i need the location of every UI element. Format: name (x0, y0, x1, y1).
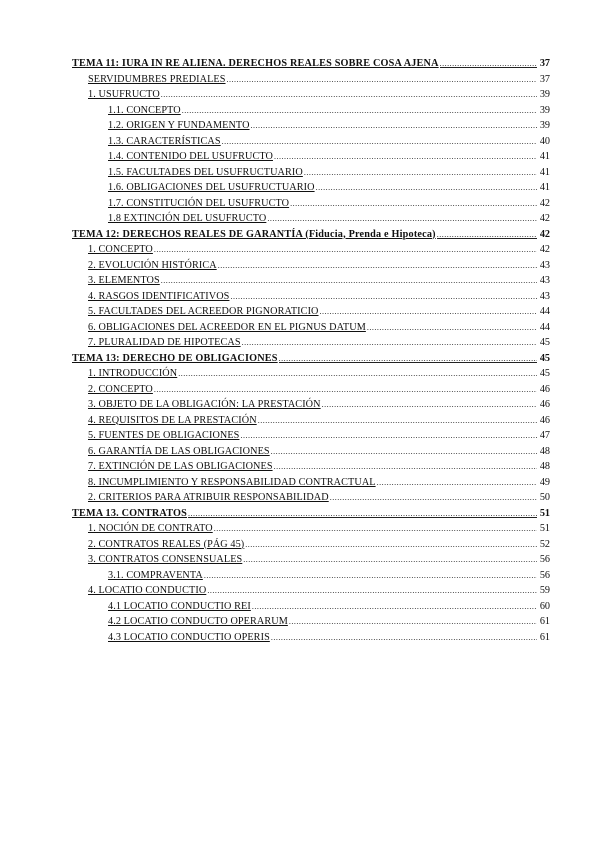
toc-page-number: 46 (539, 399, 550, 410)
toc-page-number: 59 (539, 585, 550, 596)
toc-chapter-heading[interactable] (72, 227, 550, 243)
toc-dot-leader (252, 599, 537, 615)
toc-entry-label[interactable]: 6. GARANTÍA DE LAS OBLIGACIONES (88, 445, 270, 457)
toc-page-number: 48 (539, 461, 550, 472)
toc-entry[interactable] (72, 320, 550, 336)
toc-entry-label[interactable]: 1.6. OBLIGACIONES DEL USUFRUCTUARIO (108, 182, 315, 193)
toc-dot-leader (243, 552, 537, 568)
toc-entry-label[interactable]: 1.5. FACULTADES DEL USUFRUCTUARIO (108, 166, 303, 178)
toc-entry[interactable] (72, 537, 550, 553)
toc-entry[interactable] (72, 366, 550, 382)
toc-page-number: 45 (539, 368, 550, 379)
toc-entry-label[interactable]: 7. PLURALIDAD DE HIPOTECAS (88, 337, 241, 348)
toc-chapter-heading[interactable] (72, 506, 550, 522)
toc-dot-leader (154, 382, 537, 398)
toc-dot-leader (240, 428, 537, 444)
toc-dot-leader (222, 134, 537, 150)
toc-entry[interactable] (72, 614, 550, 630)
toc-page-number: 41 (539, 182, 550, 193)
toc-entry-label[interactable]: 4. REQUISITOS DE LA PRESTACIÓN (88, 414, 257, 426)
toc-dot-leader (289, 614, 537, 630)
toc-entry-label[interactable]: 4. LOCATIO CONDUCTIO (88, 585, 207, 596)
toc-entry-label[interactable]: 3. ELEMENTOS (88, 275, 160, 286)
toc-entry[interactable] (72, 599, 550, 615)
toc-dot-leader (437, 227, 537, 243)
toc-entry-label[interactable]: 1. CONCEPTO (88, 244, 153, 255)
toc-page-number: 51 (539, 507, 550, 519)
toc-page-number: 39 (539, 120, 550, 131)
toc-entry[interactable] (72, 165, 550, 181)
toc-dot-leader (274, 149, 537, 165)
toc-entry-label[interactable]: 1. INTRODUCCIÓN (88, 368, 178, 379)
toc-dot-leader (230, 289, 537, 305)
toc-entry-label[interactable]: 3. CONTRATOS CONSENSUALES (88, 554, 243, 565)
toc-entry-label[interactable]: 8. INCUMPLIMIENTO Y RESPONSABILIDAD CONTRACTUAL (88, 476, 376, 488)
toc-page-number: 61 (539, 616, 550, 627)
toc-page-number: 61 (539, 631, 550, 643)
toc-entry-label[interactable]: 5. FUENTES DE OBLIGACIONES (88, 430, 240, 441)
toc-entry-label[interactable]: 1. USUFRUCTO (88, 89, 160, 100)
toc-dot-leader (271, 444, 537, 460)
toc-entry[interactable] (72, 382, 550, 398)
toc-entry[interactable] (72, 289, 550, 305)
toc-dot-leader (440, 56, 537, 72)
toc-dot-leader (161, 273, 537, 289)
toc-entry-label[interactable]: 1.7. CONSTITUCIÓN DEL USUFRUCTO (108, 197, 290, 209)
toc-page-number: 52 (539, 538, 550, 550)
toc-entry-label[interactable]: 3.1. COMPRAVENTA (108, 569, 203, 581)
toc-page-number: 46 (539, 414, 550, 426)
toc-dot-leader (304, 165, 537, 181)
toc-entry-label[interactable]: TEMA 11: IURA IN RE ALIENA. DERECHOS REALES SOBRE COSA AJENA (72, 58, 439, 69)
toc-dot-leader (227, 72, 537, 88)
toc-page-number: 37 (539, 58, 550, 69)
toc-entry-label[interactable]: 4.3 LOCATIO CONDUCTIO OPERIS (108, 631, 270, 643)
toc-entry-label[interactable]: 7. EXTINCIÓN DE LAS OBLIGACIONES (88, 461, 273, 472)
toc-dot-leader (161, 87, 537, 103)
toc-page-number: 42 (539, 213, 550, 224)
toc-dot-leader (316, 180, 537, 196)
toc-page-number: 44 (539, 306, 550, 317)
toc-dot-leader (279, 351, 537, 367)
toc-entry-label[interactable]: 1.1. CONCEPTO (108, 104, 181, 116)
toc-page-number: 60 (539, 600, 550, 612)
toc-dot-leader (245, 537, 537, 553)
toc-dot-leader (377, 475, 537, 491)
toc-page-number: 43 (539, 259, 550, 271)
toc-entry-label[interactable]: TEMA 12: DERECHOS REALES DE GARANTÍA (Fiducia, Prenda e Hipoteca) (72, 228, 436, 240)
toc-entry-label[interactable]: SERVIDUMBRES PREDIALES (88, 73, 226, 85)
toc-dot-leader (267, 211, 537, 227)
toc-page-number: 41 (539, 151, 550, 162)
toc-entry-label[interactable]: 1.4. CONTENIDO DEL USUFRUCTO (108, 151, 273, 162)
toc-entry[interactable] (72, 413, 550, 429)
toc-entry-label[interactable]: 4. RASGOS IDENTIFICATIVOS (88, 290, 230, 302)
toc-page-number: 46 (539, 383, 550, 395)
toc-page-number: 41 (539, 166, 550, 178)
toc-dot-leader (258, 413, 537, 429)
toc-entry-label[interactable]: 1.8 EXTINCIÓN DEL USUFRUCTO (108, 213, 267, 224)
toc-entry-label[interactable]: 4.2 LOCATIO CONDUCTO OPERARUM (108, 616, 288, 627)
toc-entry[interactable] (72, 180, 550, 196)
toc-entry-label[interactable]: 5. FACULTADES DEL ACREEDOR PIGNORATICIO (88, 306, 319, 317)
toc-entry[interactable] (72, 72, 550, 88)
toc-entry-label[interactable]: 2. CONTRATOS REALES (PÁG 45) (88, 538, 245, 550)
toc-dot-leader (182, 103, 537, 119)
toc-entry[interactable] (72, 583, 550, 599)
toc-page-number: 44 (539, 321, 550, 333)
toc-entry-label[interactable]: 2. CRITERIOS PARA ATRIBUIR RESPONSABILIDAD (88, 492, 329, 503)
toc-entry[interactable] (72, 630, 550, 646)
toc-dot-leader (367, 320, 537, 336)
toc-page-number: 40 (539, 135, 550, 147)
toc-page-number: 45 (539, 352, 550, 364)
toc-entry[interactable] (72, 521, 550, 537)
toc-dot-leader (242, 335, 537, 351)
toc-dot-leader (271, 630, 537, 646)
toc-page-number: 43 (539, 290, 550, 302)
toc-entry[interactable] (72, 149, 550, 165)
toc-page-number: 39 (539, 104, 550, 116)
toc-entry[interactable] (72, 444, 550, 460)
toc-chapter-heading[interactable] (72, 56, 550, 72)
toc-entry[interactable] (72, 304, 550, 320)
toc-entry[interactable] (72, 103, 550, 119)
toc-entry-label[interactable]: 1. NOCIÓN DE CONTRATO (88, 523, 213, 534)
toc-entry[interactable] (72, 459, 550, 475)
toc-page-number: 37 (539, 73, 550, 85)
toc-page-number: 42 (539, 228, 550, 240)
toc-entry-label[interactable]: 1.2. ORIGEN Y FUNDAMENTO (108, 120, 250, 131)
toc-dot-leader (274, 459, 537, 475)
toc-entry[interactable] (72, 87, 550, 103)
toc-entry-label[interactable]: TEMA 13. CONTRATOS (72, 507, 188, 519)
toc-entry[interactable] (72, 118, 550, 134)
toc-entry-label[interactable]: 2. CONCEPTO (88, 383, 153, 395)
toc-entry-label[interactable]: TEMA 13: DERECHO DE OBLIGACIONES (72, 352, 278, 364)
toc-dot-leader (204, 568, 537, 584)
toc-entry[interactable] (72, 273, 550, 289)
toc-entry[interactable] (72, 490, 550, 506)
toc-dot-leader (188, 506, 537, 522)
toc-entry[interactable] (72, 211, 550, 227)
toc-dot-leader (214, 521, 537, 537)
toc-dot-leader (207, 583, 537, 599)
toc-page-number: 45 (539, 337, 550, 348)
toc-page-number: 42 (539, 244, 550, 255)
toc-entry-label[interactable]: 6. OBLIGACIONES DEL ACREEDOR EN EL PIGNUS DATUM (88, 321, 366, 333)
toc-entry-label[interactable]: 4.1 LOCATIO CONDUCTIO REI (108, 600, 251, 612)
toc-entry[interactable] (72, 397, 550, 413)
toc-page-number: 56 (539, 554, 550, 565)
toc-page-number: 56 (539, 569, 550, 581)
toc-dot-leader (330, 490, 537, 506)
toc-entry[interactable] (72, 335, 550, 351)
toc-chapter-heading[interactable] (72, 351, 550, 367)
toc-dot-leader (322, 397, 537, 413)
toc-page-number: 48 (539, 445, 550, 457)
toc-entry-label[interactable]: 1.3. CARACTERÍSTICAS (108, 135, 221, 147)
table-of-contents (72, 56, 550, 645)
toc-dot-leader (218, 258, 537, 274)
toc-page-number: 47 (539, 430, 550, 441)
toc-entry[interactable] (72, 242, 550, 258)
toc-entry[interactable] (72, 134, 550, 150)
toc-entry[interactable] (72, 428, 550, 444)
toc-dot-leader (154, 242, 537, 258)
toc-entry[interactable] (72, 475, 550, 491)
toc-page-number: 42 (539, 197, 550, 209)
toc-page-number: 43 (539, 275, 550, 286)
toc-entry-label[interactable]: 2. EVOLUCIÓN HISTÓRICA (88, 259, 217, 271)
toc-dot-leader (290, 196, 537, 212)
toc-entry[interactable] (72, 196, 550, 212)
toc-page-number: 50 (539, 492, 550, 503)
toc-dot-leader (178, 366, 537, 382)
toc-entry-label[interactable]: 3. OBJETO DE LA OBLIGACIÓN: LA PRESTACIÓN (88, 399, 321, 410)
toc-dot-leader (251, 118, 537, 134)
toc-page-number: 39 (539, 89, 550, 100)
toc-page-number: 49 (539, 476, 550, 488)
toc-page-number: 51 (539, 523, 550, 534)
toc-dot-leader (320, 304, 537, 320)
toc-entry[interactable] (72, 568, 550, 584)
toc-entry[interactable] (72, 552, 550, 568)
toc-entry[interactable] (72, 258, 550, 274)
